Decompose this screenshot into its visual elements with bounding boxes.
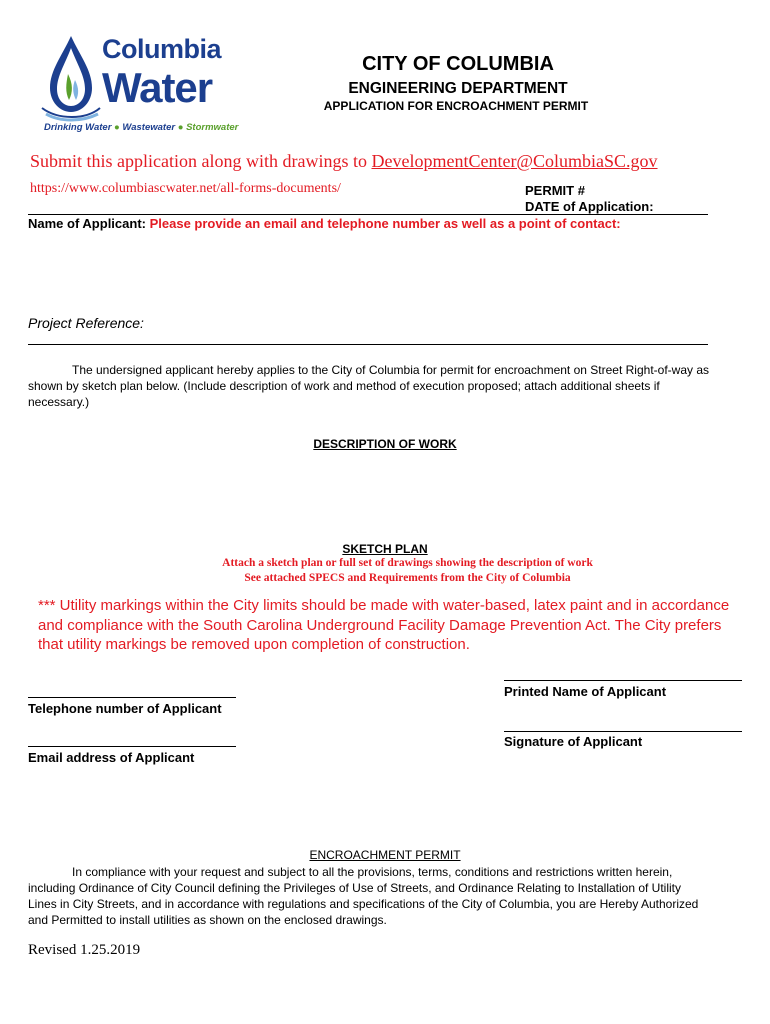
department-heading: ENGINEERING DEPARTMENT [348,80,568,97]
signature-label: Signature of Applicant [504,734,643,749]
water-drop-icon [40,34,102,122]
permit-number-label: PERMIT # [525,183,585,198]
submit-email-link[interactable]: DevelopmentCenter@ColumbiaSC.gov [371,151,658,171]
printed-name-field[interactable] [504,680,742,681]
utility-markings-notice: *** Utility markings within the City limits should be made with water-based, latex paint and in accordance and compliance with the South Carolina Underground Facility Damage Prevention Act. The City prefers that utility markings be removed upon completion of construction. [38,597,730,653]
bullet-icon: ● [177,122,184,133]
email-label: Email address of Applicant [28,750,195,765]
applicant-contact-note: Please provide an email and telephone number as well as a point of contact: [149,216,621,231]
encroachment-text-line3: Lines in City Streets, and in accordance with regulations and specifications of the City of Columbia, you are Hereby Authorized [28,897,699,911]
date-of-application-label: DATE of Application: [525,199,654,214]
description-of-work-heading: DESCRIPTION OF WORK [313,437,457,451]
intro-paragraph-line3: necessary.) [28,395,90,409]
logo-tag-stormwater: Stormwater [186,122,239,133]
city-heading: CITY OF COLUMBIA [362,53,554,75]
logo-word-columbia: Columbia [102,34,222,64]
sketch-plan-instruction: Attach a sketch plan or full set of drawings showing the description of work [222,557,593,569]
logo-tag-drinking: Drinking Water [44,122,112,133]
encroachment-text-line1: In compliance with your request and subject to all the provisions, terms, conditions and restrictions written herein, [72,865,673,879]
sketch-plan-specs-note: See attached SPECS and Requirements from the City of Columbia [244,572,571,584]
divider-line [28,214,708,215]
name-of-applicant-field[interactable] [28,234,708,304]
logo-word-water: Water [102,64,213,111]
description-of-work-field[interactable] [28,456,744,536]
intro-paragraph-line1: The undersigned applicant hereby applies to the City of Columbia for permit for encroachment on Street Right-of-way as [72,363,709,377]
submit-prefix: Submit this application along with drawings to [30,151,372,171]
sketch-plan-heading: SKETCH PLAN [342,542,428,556]
printed-name-label: Printed Name of Applicant [504,684,667,699]
columbia-water-logo [40,34,240,140]
telephone-label: Telephone number of Applicant [28,701,222,716]
signature-field[interactable] [504,731,742,732]
forms-url-link[interactable]: https://www.columbiascwater.net/all-forms-documents/ [30,181,341,196]
intro-paragraph-line2: shown by sketch plan below. (Include description of work and method of execution proposed; attach additional sheets if [28,379,660,393]
logo-tagline [44,122,238,133]
email-field[interactable] [28,746,236,747]
logo-tag-wastewater: Wastewater [122,122,176,133]
telephone-field[interactable] [28,697,236,698]
project-reference-label: Project Reference: [28,315,144,331]
revision-date: Revised 1.25.2019 [28,942,141,958]
encroachment-text-line4: and Permitted to install utilities as shown on the enclosed drawings. [28,913,387,927]
bullet-icon: ● [114,122,120,133]
name-of-applicant-label: Name of Applicant: [28,216,146,231]
form-title: APPLICATION FOR ENCROACHMENT PERMIT [323,99,589,113]
submit-instruction [30,151,658,172]
project-reference-field[interactable] [28,344,708,345]
encroachment-permit-heading: ENCROACHMENT PERMIT [309,848,461,862]
name-of-applicant-row [28,216,621,231]
encroachment-text-line2: including Ordinance of City Council defining the Privileges of Use of Streets, and Ordinance Relating to Installation of Utility [28,881,682,895]
